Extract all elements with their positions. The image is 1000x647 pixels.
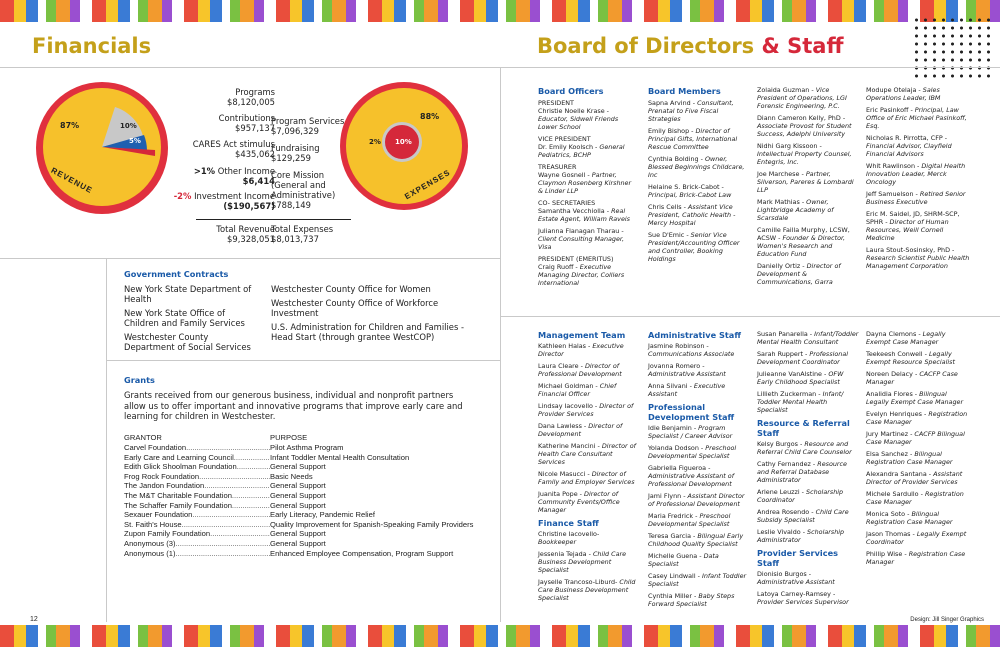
expenses-arc-label: EXPENSES (403, 167, 452, 202)
grants-heading: Grants (124, 375, 155, 385)
person-entry: Phillip Wise - Registration Case Manager (866, 550, 966, 566)
person-entry: PRESIDENT Christie Noelle Krase - Educator, Sidwell Friends Lower School (538, 99, 619, 131)
grant-row: Sexauer Foundation ..... Early Literacy, Pandemic Relief (124, 510, 500, 520)
page-number: 12 (30, 616, 38, 623)
person-entry: Lindsay Iacovello - Director of Provider Services (538, 402, 634, 418)
person-entry: Elsa Sanchez - Bilingual Registration Case Manager (866, 450, 953, 466)
person-entry: Helaine S. Brick-Cabot - Principal, Brick-Cabot Law (648, 183, 732, 199)
revenue-investment: -2% Investment Income ($190,567) (173, 191, 275, 211)
expense-total-rule (271, 219, 351, 220)
person-entry: Jason Thomas - Legally Exempt Coordinator (866, 530, 967, 546)
person-entry: Zolaida Guzman - Vice President of Operations, LGI Forensic Engineering, P.C. (757, 86, 847, 110)
person-entry: Latoya Carney-Ramsey - Provider Services Supervisor (757, 590, 849, 606)
revenue-slices (43, 88, 161, 206)
revenue-pct-cares: 5% (129, 137, 141, 145)
person-entry: Teresa Garcia - Bilingual Early Childhood Quality Specialist (648, 532, 744, 548)
grants-header: GRANTOR PURPOSE (124, 433, 308, 442)
person-entry: Julianna Flanagan Tharau - Client Consulting Manager, Visa (538, 227, 624, 251)
person-entry: VICE PRESIDENT Dr. Emily Koolsch - General Pediatrics, BCHP (538, 135, 625, 159)
person-entry: Leslie Vivaldo - Scholarship Administrator (757, 528, 845, 544)
person-entry: Joe Marchese - Partner, Silverson, Pareres & Lombardi LLP (757, 170, 854, 194)
board-staff-title: Board of Directors & Staff (537, 34, 844, 58)
person-entry: Juanita Pope - Director of Community Events/Office Manager (538, 490, 620, 514)
board-staff-divider (501, 316, 1000, 317)
person-entry: CO- SECRETARIES Samantha Vecchiolla - Real Estate Agent, William Raveis (538, 199, 631, 223)
person-entry: Laura Cleare - Director of Professional Development (538, 362, 622, 378)
person-entry: Mark Mathias - Owner, Lightbridge Academy of Scarsdale (757, 198, 834, 222)
board-members-2 (757, 86, 859, 290)
board-members-3 (866, 86, 971, 274)
design-credit: Design: Jill Singer Graphics (910, 617, 984, 623)
person-entry: Camille Failla Murphy, LCSW, ACSW - Founder & Director, Women's Research and Education Fund (757, 226, 850, 258)
person-entry: Kelsy Burgos - Resource and Referral Child Care Counselor (757, 440, 852, 456)
person-entry: Eric Pasinkoff - Principal, Law Office of Eric Michael Pasinkoff, Esq. (866, 106, 967, 130)
board-officers: Board Officers PRESIDENT Christie Noelle Krase - Educator, Sidwell Friends Lower School VICE PRESIDENT Dr. Emily Koolsch - General Pediatrics, BCHP TREASURER Wayne Gosnell - Partner, Claymon Rosenberg Kirshner & Linder LLP CO- SECRETARIES Samantha Vecchiolla - Real Estate Agent, William Raveis Julianna Flanagan Tharau - Client Consulting Manager, Visa PRESIDENT (EMERITUS) Craig Ruoff - Executive Managing Director, Colliers International (538, 86, 638, 291)
person-entry: Emily Bishop - Director of Principal Gifts, International Rescue Committee (648, 127, 738, 151)
person-entry: PRESIDENT (EMERITUS) Craig Ruoff - Executive Managing Director, Colliers International (538, 255, 625, 287)
person-entry: Christine Iacovello- Bookkeeper (538, 530, 600, 546)
revenue-other: >1% Other Income $6,414 (193, 166, 275, 186)
person-entry: Monica Soto - Bilingual Registration Case Manager (866, 510, 953, 526)
grant-row: St. Faith's House ..... Quality Improvement for Spanish-Speaking Family Providers (124, 520, 500, 530)
grant-row: The M&T Charitable Foundation ..... General Support (124, 491, 500, 501)
person-entry: Michael Goldman - Chief Financial Officer (538, 382, 617, 398)
person-entry: Katherine Mancini - Director of Health Care Consultant Services (538, 442, 636, 466)
person-entry: Jeff Samuelson - Retired Senior Business Executive (866, 190, 966, 206)
person-entry: Jovanna Romero - Administrative Assistant (648, 362, 726, 378)
person-entry: Dionisio Burgos - Administrative Assistant (757, 570, 835, 586)
revenue-pct-programs: 87% (60, 121, 80, 130)
contracts-heading: Government Contracts (124, 269, 229, 279)
person-entry: Jasmine Robinson - Communications Associate (648, 342, 735, 358)
person-entry: Modupe Otelaja - Sales Operations Leader, IBM (866, 86, 941, 102)
person-entry: Sarah Ruppert - Professional Development Coordinator (757, 350, 849, 366)
person-entry: Eric M. Saidel, JD, SHRM-SCP, SPHR - Director of Human Resources, Weill Cornell Medicine (866, 210, 960, 242)
person-entry: Lillieth Zuckerman - Infant/ Toddler Mental Health Specialist (757, 390, 844, 414)
person-entry: Cynthia Miller - Baby Steps Forward Specialist (648, 592, 735, 608)
person-entry: Dana Lawless - Director of Development (538, 422, 623, 438)
person-entry: Idie Benjamin - Program Specialist / Career Advisor (648, 424, 733, 440)
financials-divider (0, 258, 500, 259)
financials-title: Financials (32, 34, 152, 58)
person-entry: Sue D'Emic - Senior Vice President/Accounting Officer and Controller, Booking Holdings (648, 231, 740, 263)
bottom-decorative-band (0, 625, 1000, 647)
person-entry: Jessenia Tejada - Child Care Business Development Specialist (538, 550, 627, 574)
person-entry: Nidhi Garg Kissoon - Intellectual Property Counsel, Entegris, Inc. (757, 142, 852, 166)
person-entry: Danielly Ortiz - Director of Development & Communications, Garra (757, 262, 841, 286)
staff-col-1: Management Team Kathleen Halas - Executive Director Laura Cleare - Director of Professional Development Michael Goldman - Chief Financial Officer Lindsay Iacovello - Director of Provider Services Dana Lawless - Director of Development Katherine Mancini - Director of Health Care Consultant Services Nicole Masucci - Director of Family and Employer Services Juanita Pope - Director of Community Events/Office Manager Finance Staff Christine Iacovello- Bookkeeper Jessenia Tejada - Child Care Business Development Specialist Jayselle Trancoso-Liburd- Child Care Business Development Specialist (538, 330, 638, 606)
person-entry: Anna Silvani - Executive Assistant (648, 382, 726, 398)
revenue-arc-label: REVENUE (49, 165, 95, 196)
person-entry: Nicholas R. Pirrotta, CFP - Financial Advisor, Clayfield Financial Advisors (866, 134, 952, 158)
person-entry: Cynthia Bolding - Owner, Blessed Beginnings Childcare, Inc (648, 155, 745, 179)
expense-pct-fund: 2% (369, 138, 381, 146)
person-entry: Laura Stout-Sosinsky, PhD - Research Scientist Public Health Management Corporation (866, 246, 970, 270)
person-entry: Jayselle Trancoso-Liburd- Child Care Business Development Specialist (538, 578, 636, 602)
grant-row: Early Care and Learning Council ..... Infant Toddler Mental Health Consultation (124, 453, 500, 463)
staff-col-2: Administrative Staff Jasmine Robinson - Communications Associate Jovanna Romero - Administrative Assistant Anna Silvani - Executive Assistant Professional Development Staff Idie Benjamin - Program Specialist / Career Advisor Yolanda Dodson - Preschool Developmental Specialist Gabriella Figueroa - Administrative Assistant of Professional Development Jami Flynn - Assistant Director of Professional Development Maria Fredrick - Preschool Developmental Specialist Teresa Garcia - Bilingual Early Childhood Quality Specialist Michelle Guena - Data Specialist Casey Lindwall - Infant Toddler Specialist Cynthia Miller - Baby Steps Forward Specialist (648, 330, 747, 608)
person-entry: Yolanda Dodson - Preschool Developmental Specialist (648, 444, 737, 460)
dot-pattern (912, 16, 992, 78)
person-entry: Analidia Flores - Bilingual Legally Exempt Case Manager (866, 390, 964, 406)
revenue-cares: CARES Act stimulus $435,062 (192, 139, 275, 159)
grant-row: Edith Glick Shoolman Foundation ..... General Support (124, 462, 500, 472)
staff-col-4 (866, 330, 971, 570)
person-entry: Alexandra Santana - Assistant Director of Provider Services (866, 470, 963, 486)
expense-program: Program Services $7,096,329 (271, 116, 345, 136)
page-gutter (500, 67, 501, 622)
person-entry: Whit Rawlinson - Digital Health Innovation Leader, Merck Oncology (866, 162, 966, 186)
person-entry: Susan Panarella - Infant/Toddler Mental Health Consultant (757, 330, 859, 346)
person-entry: Kathleen Halas - Executive Director (538, 342, 624, 358)
person-entry: Jami Flynn - Assistant Director of Professional Development (648, 492, 745, 508)
grant-row: Frog Rock Foundation ..... Basic Needs (124, 472, 500, 482)
person-entry: Evelyn Henriques - Registration Case Manager (866, 410, 968, 426)
person-entry: Diann Cameron Kelly, PhD - Associate Provost for Student Success, Adelphi University (757, 114, 852, 138)
person-entry: Michelle Guena - Data Specialist (648, 552, 719, 568)
expense-fundraising: Fundraising $129,259 (271, 143, 320, 163)
person-entry: Julieanne VanAlstine - OFW Early Childhood Specialist (757, 370, 844, 386)
staff-col-3: Susan Panarella - Infant/Toddler Mental Health Consultant Sarah Ruppert - Professional Development Coordinator Julieanne VanAlstine - OFW Early Childhood Specialist Lillieth Zuckerman - Infant/ Toddler Mental Health Specialist Resource & Referral Staff Kelsy Burgos - Resource and Referral Child Care Counselor Cathy Fernandez - Resource and Referral Database Administrator Arlene Leuzzi - Scholarship Coordinator Andrea Rosendo - Child Care Subsidy Specialist Leslie Vivaldo - Scholarship Administrator Provider Services Staff Dionisio Burgos - Administrative Assistant Latoya Carney-Ramsey - Provider Services Supervisor (757, 330, 859, 606)
grant-row: Anonymous (1) ..... Enhanced Employee Compensation, Program Support (124, 549, 500, 559)
grants-table (124, 443, 500, 558)
grant-row: The Jandon Foundation ..... General Support (124, 481, 500, 491)
contracts-left: New York State Department of Health New York State Office of Children and Family Services Westchester County Department of Social Services (124, 284, 252, 352)
person-entry: Maria Fredrick - Preschool Developmental Specialist (648, 512, 731, 528)
person-entry: Arlene Leuzzi - Scholarship Coordinator (757, 488, 844, 504)
revenue-programs: Programs $8,120,005 (227, 87, 275, 107)
revenue-total: Total Revenue $9,328,051 (216, 224, 275, 244)
person-entry: Noreen Delacy - CACFP Case Manager (866, 370, 958, 386)
grant-row: The Schaffer Family Foundation ..... General Support (124, 501, 500, 511)
person-entry: TREASURER Wayne Gosnell - Partner, Claymon Rosenberg Kirshner & Linder LLP (538, 163, 632, 195)
grants-intro: Grants received from our generous business, individual and nonprofit partners allow us to offer important and innovative programs that improve early care and learning for children in Westchester. (124, 390, 463, 421)
grants-divider (106, 360, 500, 361)
grant-row: Anonymous (3) ..... General Support (124, 539, 500, 549)
left-column-rule (106, 258, 107, 622)
expense-pct-program: 88% (420, 112, 440, 121)
person-entry: Andrea Rosendo - Child Care Subsidy Specialist (757, 508, 849, 524)
expense-core: Core Mission (General and Administrative) $788,149 (271, 170, 336, 210)
person-entry: Nicole Masucci - Director of Family and Employer Services (538, 470, 635, 486)
expenses-pie (346, 88, 462, 204)
top-decorative-band (0, 0, 1000, 22)
person-entry: Chris Cells - Assistant Vice President, Catholic Health - Mercy Hospital (648, 203, 736, 227)
person-entry: Sapna Arvind - Consultant, Prenatal to Five Fiscal Strategies (648, 99, 734, 123)
revenue-pct-contrib: 10% (120, 122, 137, 130)
person-entry: Michele Sardullo - Registration Case Manager (866, 490, 964, 506)
grant-row: Zupon Family Foundation ..... General Support (124, 529, 500, 539)
revenue-pie (43, 88, 161, 206)
contracts-right: Westchester County Office for Women Westchester County Office of Workforce Investment U.S. Administration for Children and Families - Head Start (through grantee WestCOP) (271, 284, 464, 342)
grant-row: Carvel Foundation ..... Pilot Asthma Program (124, 443, 500, 453)
person-entry: Gabriella Figueroa - Administrative Assistant of Professional Development (648, 464, 734, 488)
person-entry: Cathy Fernandez - Resource and Referral Database Administrator (757, 460, 847, 484)
expense-total: Total Expenses $8,013,737 (271, 224, 334, 244)
revenue-total-rule (196, 219, 276, 220)
person-entry: Casey Lindwall - Infant Toddler Specialist (648, 572, 747, 588)
revenue-contributions: Contributions $957,137 (218, 113, 275, 133)
person-entry: Teekeesh Conwell - Legally Exempt Resource Specialist (866, 350, 955, 366)
person-entry: Dayna Clemons - Legally Exempt Case Manager (866, 330, 946, 346)
expense-pct-core: 10% (395, 138, 412, 146)
board-members-1: Board Members Sapna Arvind - Consultant, Prenatal to Five Fiscal Strategies Emily Bishop - Director of Principal Gifts, International Rescue Committee Cynthia Bolding - Owner, Blessed Beginnings Childcare, Inc Helaine S. Brick-Cabot - Principal, Brick-Cabot Law Chris Cells - Assistant Vice President, Catholic Health - Mercy Hospital Sue D'Emic - Senior Vice President/Accounting Officer and Controller, Booking Holdings (648, 86, 748, 267)
person-entry: Jury Martinez - CACFP Bilingual Case Manager (866, 430, 965, 446)
